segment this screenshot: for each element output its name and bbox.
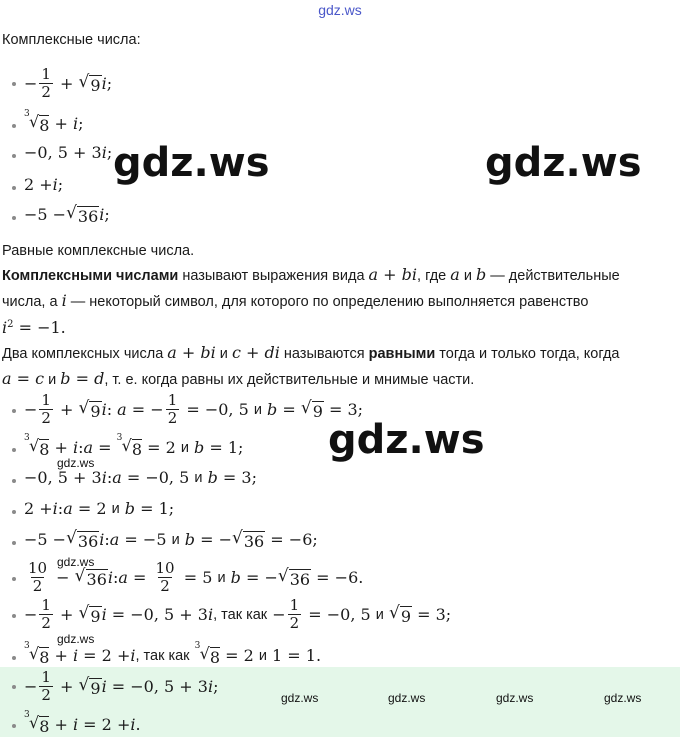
- list-bullet: [12, 541, 16, 545]
- list-bullet: [12, 479, 16, 483]
- list-item-5: −5 − √ 36 i ;: [24, 203, 110, 226]
- watermark-logo: gdz.ws: [388, 691, 426, 705]
- fraction: $\frac{1}{2}$: [41, 65, 51, 101]
- list-bullet: [12, 510, 16, 514]
- watermark-logo: gdz.ws: [485, 140, 642, 186]
- list-bullet: [12, 656, 16, 660]
- list-bullet: [12, 186, 16, 190]
- list-bullet: [12, 409, 16, 413]
- list-item-3: −0, 5 + 3 i ;: [24, 143, 113, 162]
- watermark-logo: gdz.ws: [57, 456, 95, 470]
- example-5: −5 − √ 36 i : a = −5 и b = − √ 36 = −6;: [24, 528, 318, 551]
- equality-line-2: a = c и b = d, т. е. когда равны их действительные и мнимые части.: [2, 369, 475, 388]
- watermark-logo: gdz.ws: [57, 632, 95, 646]
- list-bullet: [12, 124, 16, 128]
- definition-line-1: Комплексными числами называют выражения вида a + bi, где a и b — действительные: [2, 265, 620, 284]
- list-item-2: 3 √ 8 + i ;: [24, 109, 84, 135]
- example-1: − $\frac{1}{2}$ + √ 9 i : a = − $\frac{1}{2}$ = −0, 5 и b = √ 9 = 3;: [24, 391, 364, 427]
- watermark-logo: gdz.ws: [281, 691, 319, 705]
- example-6: $\frac{10}{2}$ − √ 36 i : a = $\frac{10}{2}$ = 5 и b = − √ 36 = −6.: [28, 559, 364, 595]
- definition-line-2: числа, а i — некоторый символ, для которого по определению выполняется равенство: [2, 291, 589, 310]
- list-bullet: [12, 577, 16, 581]
- list-bullet: [12, 82, 16, 86]
- list-bullet: [12, 448, 16, 452]
- definition-term: Комплексными числами: [2, 268, 179, 284]
- watermark-logo: gdz.ws: [328, 417, 485, 463]
- example-3: −0, 5 + 3 i : a = −0, 5 и b = 3;: [24, 468, 257, 487]
- list-bullet: [12, 614, 16, 618]
- list-bullet: [12, 154, 16, 158]
- site-link[interactable]: gdz.ws: [318, 2, 362, 18]
- section-title-complex-numbers: Комплексные числа:: [2, 32, 141, 48]
- definition-equation: $i^2 = -1$.: [2, 317, 66, 337]
- list-bullet: [12, 216, 16, 220]
- list-item-1: − $\frac{1}{2}$ + √ 9 i ;: [24, 65, 113, 101]
- watermark-logo: gdz.ws: [604, 691, 642, 705]
- highlight-item-2: 3 √ 8 + i = 2 + i .: [24, 710, 141, 736]
- example-4: 2 + i : a = 2 и b = 1;: [24, 499, 175, 518]
- watermark-logo: gdz.ws: [57, 555, 95, 569]
- equality-line-1: Два комплексных числа a + bi и c + di называются равными тогда и только тогда, когда: [2, 343, 620, 362]
- example-7: − $\frac{1}{2}$ + √ 9 i = −0, 5 + 3 i , так как − $\frac{1}{2}$ = −0, 5 и √ 9 = 3;: [24, 596, 452, 632]
- highlight-item-1: − $\frac{1}{2}$ + √ 9 i = −0, 5 + 3 i ;: [24, 668, 219, 704]
- list-item-4: 2 + i ;: [24, 175, 64, 194]
- example-8: 3 √ 8 + i = 2 + i , так как 3 √ 8 = 2 и 1 = 1.: [24, 641, 322, 667]
- example-2: 3 √ 8 + i : a = 3 √ 8 = 2 и b = 1;: [24, 433, 244, 459]
- list-bullet: [12, 685, 16, 689]
- section-title-equal-numbers: Равные комплексные числа.: [2, 243, 195, 259]
- watermark-logo: gdz.ws: [496, 691, 534, 705]
- watermark-logo: gdz.ws: [113, 140, 270, 186]
- list-bullet: [12, 724, 16, 728]
